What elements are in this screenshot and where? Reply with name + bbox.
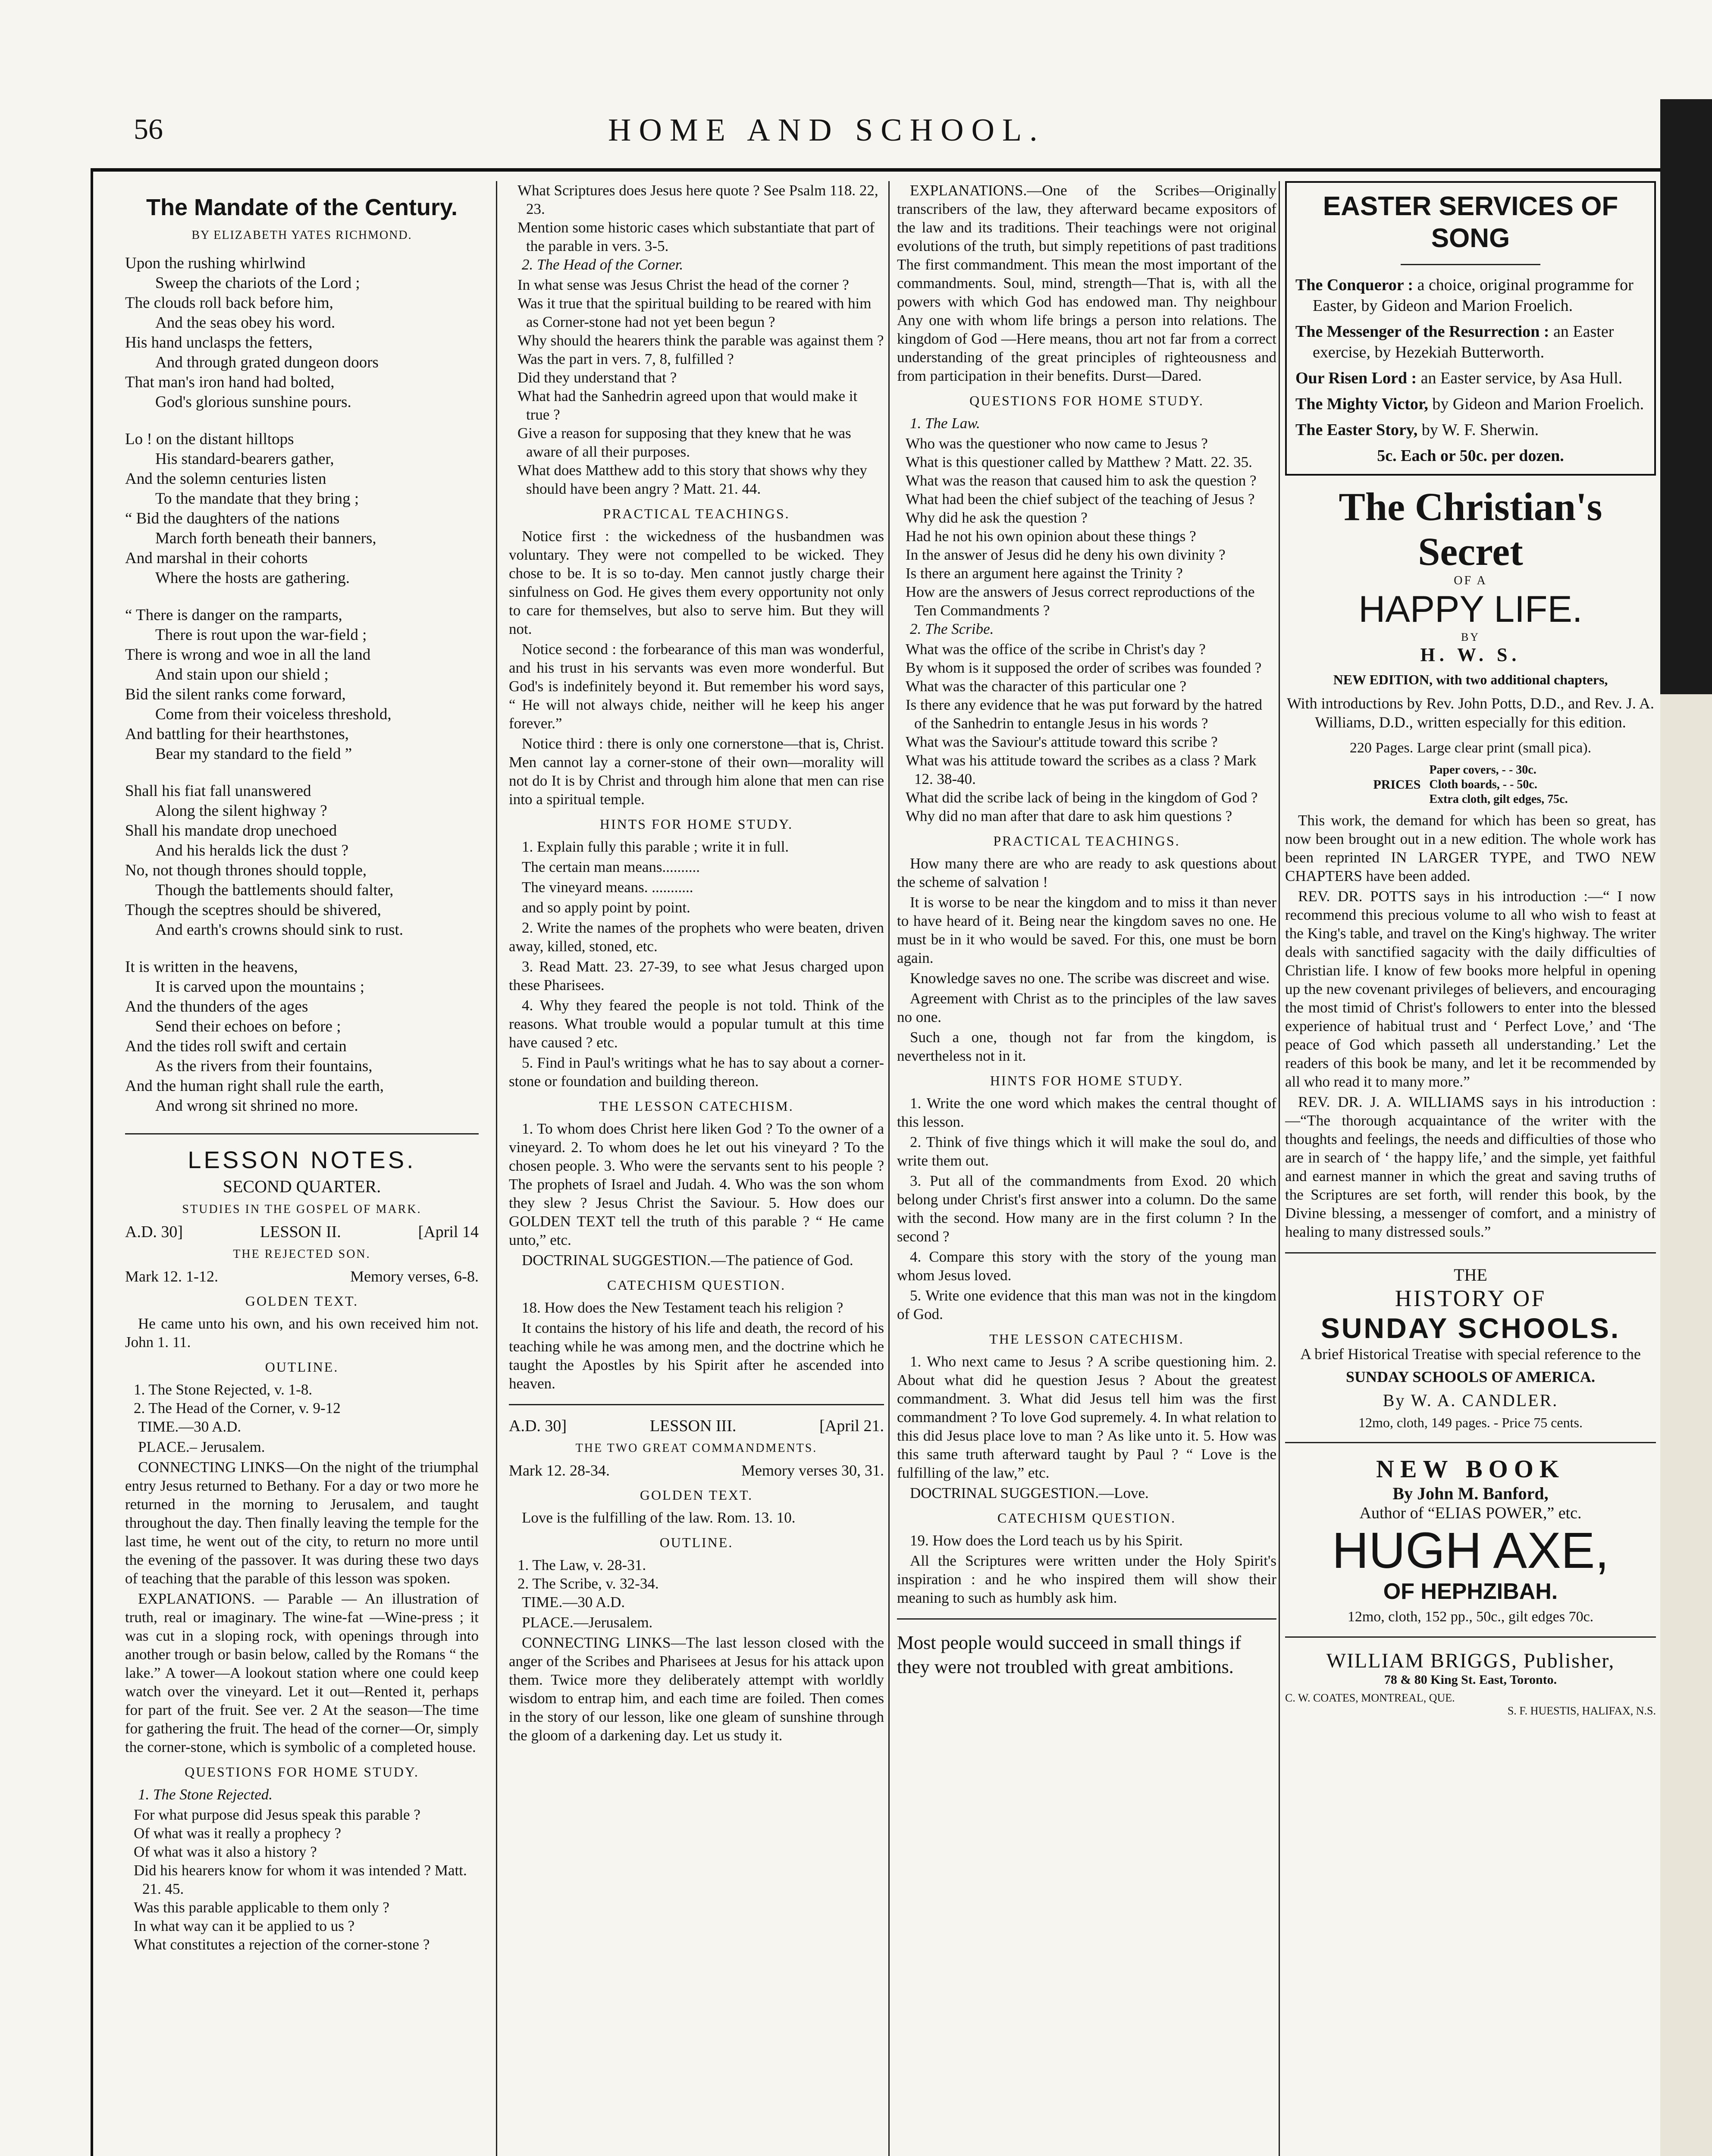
catechism-label: THE LESSON CATECHISM.: [989, 1331, 1184, 1347]
lesson-date: A.D. 30]: [125, 1223, 183, 1241]
question-item: For what purpose did Jesus speak this parable ?: [134, 1806, 420, 1823]
poem-stanza: [125, 605, 479, 764]
time: TIME.—30 A.D.: [138, 1418, 241, 1435]
easter-item-desc: a choice, original programme for Easter, by Gideon and Marion Froelich.: [1313, 276, 1634, 315]
poem-line: And the solemn centuries listen: [125, 470, 326, 488]
questions-subhead: 1. The Stone Rejected.: [138, 1786, 273, 1803]
poem-line: And the seas obey his word.: [155, 314, 336, 332]
hint-item: and so apply point by point.: [522, 899, 690, 916]
history-subtitle: SUNDAY SCHOOLS OF AMERICA.: [1345, 1368, 1596, 1385]
running-title: HOME AND SCHOOL.: [608, 113, 1045, 148]
hint-item: 2. Think of five things which it will make the soul do, and write them out.: [897, 1134, 1276, 1169]
question-item: Was the part in vers. 7, 8, fulfilled ?: [517, 351, 734, 367]
poem-line: That man's iron hand had bolted,: [125, 373, 335, 391]
practical-teachings-label: PRACTICAL TEACHINGS.: [603, 506, 790, 521]
catechism-question: [509, 1298, 884, 1393]
golden-text: Love is the fulfilling of the law. Rom. 13. 10.: [522, 1509, 796, 1526]
poem-line: Bid the silent ranks come forward,: [125, 686, 346, 703]
poem-line: And battling for their hearthstones,: [125, 725, 349, 743]
secret-prices: [1285, 763, 1656, 807]
poem-line: And marshal in their cohorts: [125, 549, 308, 567]
outline-item: 2. The Head of the Corner, v. 9-12: [134, 1400, 341, 1416]
secret-potts: REV. DR. POTTS says in his introduction :—“ I now recommend this precious volume to all who wish to feast at the King's table, and travel on the King's highway. The writer deals with sanctified sagacity with the daily difficulties of Christian life. I know of few books more helpful in opening up the new covenant privileges of believers, and encouraging the most timid of Christ's followers to enter into the blessed experience of habitual trust and ‘ Perfect Love,’ and ‘The peace of God which passeth all understanding.’ Let the readers of this book be many, and let it be recommended by all who read it to many more.”: [1285, 888, 1656, 1090]
easter-item-desc: by Gideon and Marion Froelich.: [1428, 395, 1644, 413]
outline-item: 1. The Stone Rejected, v. 1-8.: [134, 1381, 313, 1398]
question-item: What does Matthew add to this story that shows why they should have been angry ? Matt. 21. 44.: [517, 462, 867, 497]
easter-ad-title: EASTER SERVICES OF SONG: [1323, 191, 1618, 253]
poem-line: Lo ! on the distant hilltops: [125, 430, 294, 448]
question-item: What was the reason that caused him to ask the question ?: [906, 472, 1257, 489]
poem-line: Though the sceptres should be shivered,: [125, 901, 381, 919]
poem-line: “ Bid the daughters of the nations: [125, 510, 340, 527]
outline-label: OUTLINE.: [659, 1535, 734, 1550]
newbook-ad: [1285, 1454, 1656, 1625]
divider: [1285, 1442, 1656, 1443]
question-item: Why did he ask the question ?: [906, 509, 1088, 526]
easter-item: [1295, 420, 1646, 440]
poem-line: His hand unclasps the fetters,: [125, 334, 313, 351]
column-divider: [888, 181, 890, 2156]
easter-item-title: Our Risen Lord :: [1295, 369, 1417, 387]
studies: STUDIES IN THE GOSPEL OF MARK.: [182, 1203, 422, 1216]
secret-title: The Christian's Secret: [1339, 485, 1602, 573]
poem-line: And through grated dungeon doors: [155, 354, 379, 371]
question-item: Did his hearers know for whom it was intended ? Matt. 21. 45.: [134, 1862, 467, 1897]
question-item: What had been the chief subject of the teaching of Jesus ?: [906, 491, 1255, 508]
catechism-question: [897, 1531, 1276, 1607]
secret-happy-life: HAPPY LIFE.: [1358, 589, 1583, 630]
adjacent-page-edge: [1660, 99, 1712, 2156]
poem-line: Sweep the chariots of the Lord ;: [155, 274, 360, 292]
history-price: 12mo, cloth, 149 pages. - Price 75 cents.: [1358, 1415, 1583, 1430]
lesson-3-header: [509, 1416, 884, 1435]
question-item: What Scriptures does Jesus here quote ? See Psalm 118. 22, 23.: [517, 182, 878, 217]
connecting-links: CONNECTING LINKS—The last lesson closed with the anger of the Scribes and Pharisees at Jesus for his attack upon them. Twice more they deliberately attempt with worldly wisdom to entrap him, and each time are foiled. Then comes in the story of our lesson, like one gleam of sunshine through the gloom of a darkening day. Let us study it.: [509, 1634, 884, 1744]
page-number: 56: [134, 113, 163, 145]
questions-subhead: 1. The Law.: [910, 415, 980, 432]
publisher-agent-1: C. W. COATES, MONTREAL, QUE.: [1285, 1692, 1455, 1704]
divider: [1285, 1636, 1656, 1638]
catechism-answer: 19. How does the Lord teach us by his Spirit.: [910, 1532, 1183, 1549]
poem-line: God's glorious sunshine pours.: [155, 393, 351, 411]
poem-line: Shall his fiat fall unanswered: [125, 782, 311, 800]
lesson-ref-row: [125, 1267, 479, 1285]
lesson-date: A.D. 30]: [509, 1417, 567, 1435]
secret-williams: REV. DR. J. A. WILLIAMS says in his introduction :—“The thorough acquaintance of the writer with the thoughts and feelings, the needs and difficulties of those who are in search of ‘ the happy life,’ and the simple, yet faithful and earnest manner in which the great and saving truths of the Scriptures are set forth, will render this book, by the Divine blessing, a messenger of comfort, and a ministry of healing to many distressed souls.”: [1285, 1094, 1656, 1240]
hint-item: 4. Compare this story with the story of the young man whom Jesus loved.: [897, 1248, 1276, 1284]
poem-line: Send their echoes on before ;: [155, 1018, 341, 1035]
easter-item-title: The Conqueror :: [1295, 276, 1414, 294]
questions-subhead: 2. The Head of the Corner.: [522, 256, 684, 273]
easter-item: [1295, 321, 1646, 363]
poem-line: March forth beneath their banners,: [155, 530, 376, 547]
hint-item: 1. Write the one word which makes the central thought of this lesson.: [897, 1095, 1276, 1130]
place: PLACE.– Jerusalem.: [138, 1438, 265, 1455]
questions-label: QUESTIONS FOR HOME STUDY.: [969, 393, 1204, 408]
lesson-name: THE REJECTED SON.: [233, 1247, 371, 1261]
poem-line: Shall his mandate drop unechoed: [125, 822, 337, 840]
column-1: [125, 181, 479, 2156]
easter-item-desc: an Easter exercise, by Hezekiah Butterworth.: [1313, 323, 1614, 361]
column-2: [509, 181, 884, 2156]
question-item: Of what was it also a history ?: [134, 1843, 317, 1860]
poem-line: “ There is danger on the ramparts,: [125, 606, 342, 624]
outline-label: OUTLINE.: [265, 1359, 339, 1375]
lesson-catechism: 1. To whom does Christ here liken God ? To the owner of a vineyard. 2. To whom does he let out his vineyard ? To the chosen people. 3. Who were the servants sent to his people ? The prophets of Israel and Judah. 4. Who was the son whom they slew ? Jesus Christ the Saviour. 5. How does our GOLDEN TEXT tell the truth of this parable ? “ He came unto,” etc.: [509, 1120, 884, 1248]
question-item: What was the Saviour's attitude toward this scribe ?: [906, 733, 1218, 750]
practical-item: Such a one, though not far from the kingdom, is nevertheless not in it.: [897, 1029, 1276, 1064]
hint-item: 3. Put all of the commandments from Exod. 20 which belong under Christ's first answer into a column. Do the same with the second. How many are in the first column ? In the second ?: [897, 1172, 1276, 1245]
lesson-day: [April 14: [418, 1223, 479, 1241]
poem-line: As the rivers from their fountains,: [155, 1057, 373, 1075]
golden-text: He came unto his own, and his own received him not. John 1. 11.: [125, 1315, 479, 1351]
poem-body: [125, 254, 479, 1116]
easter-item-desc: an Easter service, by Asa Hull.: [1417, 369, 1623, 387]
hints-label: HINTS FOR HOME STUDY.: [599, 816, 793, 832]
divider: [1401, 264, 1541, 265]
catechism-question-label: CATECHISM QUESTION.: [607, 1277, 786, 1293]
poem-line: And wrong sit shrined no more.: [155, 1097, 358, 1115]
question-item: In what way can it be applied to us ?: [134, 1918, 355, 1934]
hint-item: 3. Read Matt. 23. 27-39, to see what Jesus charged upon these Pharisees.: [509, 958, 884, 993]
footnote: Most people would succeed in small things if they were not troubled with great ambitions.: [897, 1632, 1241, 1677]
hints-label: HINTS FOR HOME STUDY.: [990, 1073, 1184, 1088]
outline-item: 1. The Law, v. 28-31.: [517, 1557, 646, 1573]
question-item: Why should the hearers think the parable was against them ?: [517, 332, 884, 349]
question-item: Give a reason for supposing that they knew that he was aware of all their purposes.: [517, 425, 851, 460]
doctrinal-suggestion: DOCTRINAL SUGGESTION.—The patience of God.: [522, 1252, 853, 1269]
hints-list: [509, 837, 884, 1091]
easter-item-title: The Easter Story,: [1295, 421, 1418, 439]
question-item: Was it true that the spiritual building to be reared with him as Corner-stone had not yet been begun ?: [517, 295, 872, 330]
scripture-ref: Mark 12. 1-12.: [125, 1268, 218, 1285]
divider: [1285, 1252, 1656, 1253]
secret-of-a: OF A: [1454, 574, 1487, 587]
history-desc: A brief Historical Treatise with special reference to the: [1300, 1345, 1641, 1363]
question-item: What was the character of this particular one ?: [906, 678, 1187, 695]
scripture-ref: Mark 12. 28-34.: [509, 1462, 610, 1479]
easter-item-title: The Mighty Victor,: [1295, 395, 1428, 413]
question-item: Is there any evidence that he was put forward by the hatred of the Sanhedrin to entangle Jesus in his words ?: [906, 696, 1263, 732]
newbook-label: NEW BOOK: [1376, 1455, 1565, 1483]
lesson-number: LESSON II.: [260, 1223, 341, 1241]
poem-line: Though the battlements should falter,: [155, 881, 394, 899]
secret-pages: 220 Pages. Large clear print (small pica).: [1349, 740, 1592, 756]
easter-ad: [1285, 181, 1656, 476]
price-item: Extra cloth, gilt edges, 75c.: [1429, 793, 1568, 806]
poem-title: The Mandate of the Century.: [146, 194, 458, 220]
question-item: Was this parable applicable to them only ?: [134, 1899, 389, 1916]
price-item: Cloth boards, - - 50c.: [1429, 778, 1537, 791]
question-item: How are the answers of Jesus correct reproductions of the Ten Commandments ?: [906, 583, 1255, 619]
secret-edition: NEW EDITION, with two additional chapters,: [1333, 672, 1608, 687]
explanations: EXPLANATIONS. — Parable — An illustration of truth, real or imaginary. The wine-fat —Wine-press ; it was cut in a sloping rock, with openings through into another trough or basin below, called by the Romans “ the lake.” A tower—A lookout station where one could keep watch over the vineyard. Let it out—Rented it, perhaps for part of the fruit. See ver. 2 At the season—The time for gathering the fruit. The head of the corner—Or, simply the corner-stone, which is symbolic of a completed house.: [125, 1590, 479, 1755]
question-item: What did the scribe lack of being in the kingdom of God ?: [906, 789, 1258, 806]
catechism-answer: 18. How does the New Testament teach his religion ?: [522, 1299, 843, 1316]
poem-line: And stain upon our shield ;: [155, 666, 329, 683]
poem-line: And earth's crowns should sink to rust.: [155, 921, 403, 939]
newbook-by: By John M. Banford,: [1392, 1484, 1549, 1503]
practical-item: Knowledge saves no one. The scribe was discreet and wise.: [910, 970, 1270, 987]
poem-line: And the human right shall rule the earth,: [125, 1077, 384, 1095]
poem-stanza: [125, 254, 479, 412]
secret-by: BY: [1461, 631, 1480, 643]
secret-intro: With introductions by Rev. John Potts, D.D., and Rev. J. A. Williams, D.D., written especially for this edition.: [1287, 695, 1654, 731]
question-item: Did they understand that ?: [517, 369, 677, 386]
poem-stanza: [125, 781, 479, 940]
poem-line: It is carved upon the mountains ;: [155, 978, 365, 996]
poem-byline: BY ELIZABETH YATES RICHMOND.: [191, 229, 412, 242]
lesson-notes-title: LESSON NOTES.: [188, 1146, 416, 1173]
catechism-label: THE LESSON CATECHISM.: [599, 1098, 794, 1114]
poem-stanza: [125, 429, 479, 588]
poem-line: The clouds roll back before him,: [125, 294, 333, 312]
lesson-2-header: [125, 1222, 479, 1241]
question-item: Why did no man after that dare to ask him questions ?: [906, 808, 1232, 824]
prices-label: PRICES: [1373, 777, 1421, 792]
practical-item: Notice first : the wickedness of the husbandmen was voluntary. They were not compelled to be wicked. They chose to be. It is so to-day. Men cannot justly charge their sinfulness on God. He gives them every opportunity not only to care for themselves, but also to serve him. But they will not.: [509, 528, 884, 637]
publisher-name: WILLIAM BRIGGS, Publisher,: [1326, 1649, 1615, 1672]
outline: [509, 1556, 884, 1593]
question-item: What is this questioner called by Matthew ? Matt. 22. 35.: [906, 454, 1252, 470]
easter-item: [1295, 368, 1646, 389]
question-item: Who was the questioner who now came to Jesus ?: [906, 435, 1208, 452]
question-item: Mention some historic cases which substantiate that part of the parable in vers. 3-5.: [517, 219, 875, 254]
poem-line: Along the silent highway ?: [155, 802, 327, 820]
easter-price: 5c. Each or 50c. per dozen.: [1377, 447, 1564, 465]
lesson-name: THE TWO GREAT COMMANDMENTS.: [575, 1442, 818, 1455]
hint-item: 4. Why they feared the people is not told. Think of the reasons. What trouble would a popular tumult at this time have caused ? etc.: [509, 997, 884, 1051]
easter-item-title: The Messenger of the Resurrection :: [1295, 323, 1549, 341]
easter-item: [1295, 394, 1646, 414]
publisher: [1285, 1649, 1656, 1717]
poem-line: No, not though thrones should topple,: [125, 862, 367, 879]
question-item: Of what was it really a prophecy ?: [134, 1825, 342, 1842]
poem-line: Bear my standard to the field ”: [155, 745, 352, 763]
page-header: [134, 112, 1643, 155]
hint-item: 2. Write the names of the prophets who were beaten, driven away, killed, stoned, etc.: [509, 919, 884, 955]
column-divider: [496, 181, 497, 2156]
history-of: HISTORY OF: [1395, 1285, 1546, 1311]
question-list: [897, 434, 1276, 620]
publisher-address: 78 & 80 King St. East, Toronto.: [1384, 1673, 1557, 1687]
easter-item-desc: by W. F. Sherwin.: [1417, 421, 1539, 439]
catechism-answer: It contains the history of his life and death, the record of his teaching while he was among men, and the doctrine which he taught the Apostles by his Spirit after he ascended into heaven.: [509, 1319, 884, 1392]
connecting-links: CONNECTING LINKS—On the night of the triumphal entry Jesus returned to Bethany. For a day or two more he returned in the morning to Jerusalem, and taught throughout the day. Then finally leaving the temple for the last time, he went out of the city, to return no more until the evening of the passover. It was during these two days of teaching that the parable of this lesson was spoken.: [125, 1459, 479, 1587]
poem-line: It is written in the heavens,: [125, 958, 298, 976]
easter-item: [1295, 275, 1646, 316]
secret-author: H. W. S.: [1420, 644, 1521, 665]
poem-line: Upon the rushing whirlwind: [125, 254, 306, 272]
hint-item: The vineyard means. ...........: [522, 879, 693, 896]
time: TIME.—30 A.D.: [522, 1594, 625, 1611]
publisher-agent-2: S. F. HUESTIS, HALIFAX, N.S.: [1507, 1705, 1656, 1717]
poem-line: Come from their voiceless threshold,: [155, 705, 392, 723]
question-item: What constitutes a rejection of the corner-stone ?: [134, 1936, 430, 1953]
place: PLACE.—Jerusalem.: [522, 1614, 653, 1631]
secret-ad: [1285, 484, 1656, 1241]
practical-item: It is worse to be near the kingdom and to miss it than never to have heard of it. Being near the kingdom saves no one. He must be in it who would be saved. For this, one must be born again.: [897, 894, 1276, 966]
question-list: [897, 640, 1276, 825]
poem-line: And the tides roll swift and certain: [125, 1037, 347, 1055]
explanations: EXPLANATIONS.—One of the Scribes—Originally transcribers of the law, they afterward became expositors of the law and its traditions. Their teachings were not original evolutions of the truth, but simply repetitions of past traditions The first commandment. This mean the most important of the commandments. Soul, mind, strength—That is, with all the powers with which God has endowed man. Thy neighbour Any one with whom life brings a person into relations. The kingdom of God —Here means, thou art not far from a correct understanding of the great principles of righteousness and from participation in their benefits. Durst—Dared.: [897, 182, 1276, 384]
question-item: By whom is it supposed the order of scribes was founded ?: [906, 659, 1262, 676]
practical-teachings: [897, 854, 1276, 1065]
question-item: In what sense was Jesus Christ the head of the corner ?: [517, 276, 849, 293]
column-4-ads: [1285, 181, 1656, 2156]
memory-verses: Memory verses, 6-8.: [350, 1268, 479, 1285]
poem-line: And his heralds lick the dust ?: [155, 842, 349, 859]
poem-line: There is wrong and woe in all the land: [125, 646, 371, 664]
quarter: SECOND QUARTER.: [223, 1177, 381, 1196]
catechism-question-label: CATECHISM QUESTION.: [997, 1510, 1176, 1526]
divider: [125, 1133, 479, 1134]
column-3: [897, 181, 1276, 2156]
question-item: Had he not his own opinion about these things ?: [906, 528, 1196, 545]
hint-item: 5. Write one evidence that this man was not in the kingdom of God.: [897, 1287, 1276, 1322]
hint-item: 1. Explain fully this parable ; write it in full.: [522, 838, 789, 855]
catechism-answer: All the Scriptures were written under the Holy Spirit's inspiration : and he who inspired them will show their meaning to such as humbly ask him.: [897, 1552, 1276, 1606]
golden-text-label: GOLDEN TEXT.: [640, 1487, 753, 1503]
golden-text-label: GOLDEN TEXT.: [245, 1293, 359, 1309]
divider: [897, 1618, 1276, 1620]
outline: [125, 1380, 479, 1417]
adjacent-page-image: [1660, 99, 1712, 694]
practical-item: Agreement with Christ as to the principles of the law saves no one.: [897, 990, 1276, 1025]
newbook-author-of: Author of “ELIAS POWER,” etc.: [1359, 1504, 1582, 1522]
doctrinal-suggestion: DOCTRINAL SUGGESTION.—Love.: [910, 1485, 1149, 1501]
column-divider: [1279, 181, 1280, 2156]
practical-item: Notice third : there is only one cornerstone—that is, Christ. Men cannot lay a corner-stone of their own—morality will not do It is by Christ and through him alone that men can rise into a spiritual temple.: [509, 735, 884, 808]
question-item: In the answer of Jesus did he deny his own divinity ?: [906, 546, 1226, 563]
lesson-number: LESSON III.: [649, 1417, 737, 1435]
questions-label: QUESTIONS FOR HOME STUDY.: [185, 1764, 419, 1780]
question-item: What had the Sanhedrin agreed upon that would make it true ?: [517, 388, 858, 423]
newbook-subtitle: OF HEPHZIBAH.: [1383, 1579, 1558, 1604]
poem-stanza: [125, 957, 479, 1116]
history-author: By W. A. CANDLER.: [1383, 1391, 1558, 1410]
practical-teachings: [509, 527, 884, 808]
hints-list: [897, 1094, 1276, 1323]
poem-line: His standard-bearers gather,: [155, 450, 334, 468]
hint-item: 5. Find in Paul's writings what he has to say about a corner-stone or foundation and building thereon.: [509, 1054, 884, 1090]
easter-items: [1295, 275, 1646, 440]
outline-item: 2. The Scribe, v. 32-34.: [517, 1575, 659, 1592]
memory-verses: Memory verses 30, 31.: [741, 1462, 884, 1479]
poem-line: To the mandate that they bring ;: [155, 490, 359, 508]
newbook-title: HUGH AXE,: [1332, 1522, 1609, 1579]
practical-item: How many there are who are ready to ask questions about the scheme of salvation !: [897, 855, 1276, 890]
question-list: [509, 276, 884, 498]
lesson-day: [April 21.: [819, 1417, 884, 1435]
newbook-price: 12mo, cloth, 152 pp., 50c., gilt edges 70c.: [1347, 1609, 1594, 1625]
history-the: THE: [1454, 1265, 1487, 1285]
lesson-catechism: 1. Who next came to Jesus ? A scribe questioning him. 2. About what did he question Jesus ? About the greatest commandment. 3. What did Jesus tell him was the first commandment ? To love God supremely. 4. In what relation to this did Jesus place love to man ? As like unto it. 5. How was this same truth afterward taught by Paul ? “ Love is the fulfilling of the law,” etc.: [897, 1353, 1276, 1481]
question-list: [125, 1805, 479, 1954]
top-rule: [91, 168, 1669, 172]
poem-line: And the thunders of the ages: [125, 998, 308, 1015]
secret-desc: This work, the demand for which has been so great, has now been brought out in a new edition. The whole work has been reprinted IN LARGER TYPE, and TWO NEW CHAPTERS have been added.: [1285, 812, 1656, 884]
divider: [509, 1404, 884, 1405]
poem-line: There is rout upon the war-field ;: [155, 626, 367, 644]
practical-teachings-label: PRACTICAL TEACHINGS.: [993, 833, 1180, 849]
lesson-ref-row: [509, 1461, 884, 1479]
history-ad: [1285, 1265, 1656, 1431]
price-item: Paper covers, - - 30c.: [1429, 763, 1536, 777]
poem-line: Where the hosts are gathering.: [155, 569, 350, 587]
question-list: [509, 181, 884, 255]
practical-item: Notice second : the forbearance of this man was wonderful, and his trust in his servants was even more wonderful. But God's is indefinitely beyond it. But remember his word says, “ He will not always chide, neither will he keep his anger forever.”: [509, 641, 884, 732]
question-item: What was his attitude toward the scribes as a class ? Mark 12. 38-40.: [906, 752, 1257, 787]
questions-subhead: 2. The Scribe.: [910, 620, 994, 637]
history-title: SUNDAY SCHOOLS.: [1320, 1312, 1621, 1344]
hint-item: The certain man means..........: [522, 859, 700, 875]
question-item: What was the office of the scribe in Christ's day ?: [906, 641, 1206, 658]
price-list: [1429, 763, 1568, 807]
question-item: Is there an argument here against the Trinity ?: [906, 565, 1183, 582]
